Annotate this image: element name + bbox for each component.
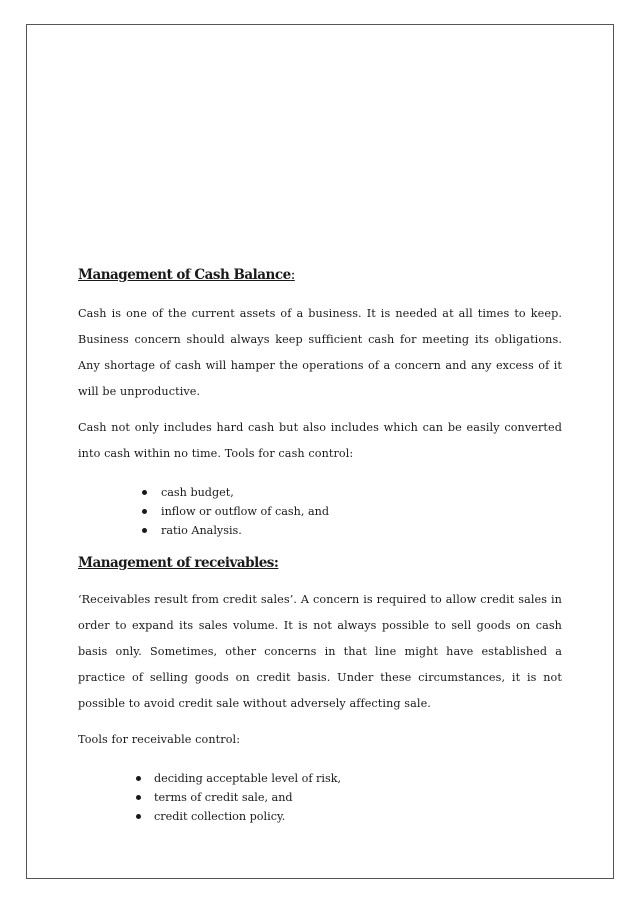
list-item-text: credit collection policy.: [154, 810, 286, 823]
heading-cash-balance-text: Management of Cash Balance: [78, 267, 291, 283]
bullet-icon: [142, 509, 147, 514]
heading-cash-balance: [78, 266, 562, 284]
list-item: [78, 807, 562, 826]
heading-colon: :: [290, 267, 295, 283]
list-item: [78, 502, 562, 521]
list-item-text: cash budget,: [161, 486, 234, 499]
list-item-text: terms of credit sale, and: [154, 791, 293, 804]
receivables-paragraph-2: Tools for receivable control:: [78, 733, 241, 746]
list-item-text: deciding acceptable level of risk,: [154, 772, 342, 785]
list-item: [78, 521, 562, 540]
list-item: [78, 788, 562, 807]
bullet-icon: [136, 776, 141, 781]
bullet-icon: [142, 490, 147, 495]
list-item: [78, 483, 562, 502]
list-item-text: inflow or outflow of cash, and: [161, 505, 329, 518]
list-item: [78, 769, 562, 788]
list-item-text: ratio Analysis.: [161, 524, 242, 537]
document-body: [78, 266, 562, 826]
receivables-paragraph-1: ‘Receivables result from credit sales’. A concern is required to allow credit sales in order to expand its sales volume. It is not always possible to sell goods on cash basis only. Sometimes, other concerns in that line might have established a practice of selling goods on credit basis. Under these circumstances, it is not possible to avoid credit sale without adversely affecting sale.: [78, 593, 562, 710]
bullet-icon: [142, 528, 147, 533]
heading-receivables: [78, 554, 562, 572]
receivable-tools-list: [78, 769, 562, 826]
bullet-icon: [136, 795, 141, 800]
cash-tools-list: [78, 483, 562, 540]
cash-paragraph-2: Cash not only includes hard cash but also includes which can be easily converted into cash within no time. Tools for cash control:: [78, 421, 562, 460]
bullet-icon: [136, 814, 141, 819]
cash-paragraph-1: Cash is one of the current assets of a business. It is needed at all times to keep. Business concern should always keep sufficient cash for meeting its obligations. Any shortage of cash will hamper the operations of a concern and any excess of it will be unproductive.: [78, 307, 562, 398]
heading-receivables-text: Management of receivables:: [78, 555, 279, 571]
